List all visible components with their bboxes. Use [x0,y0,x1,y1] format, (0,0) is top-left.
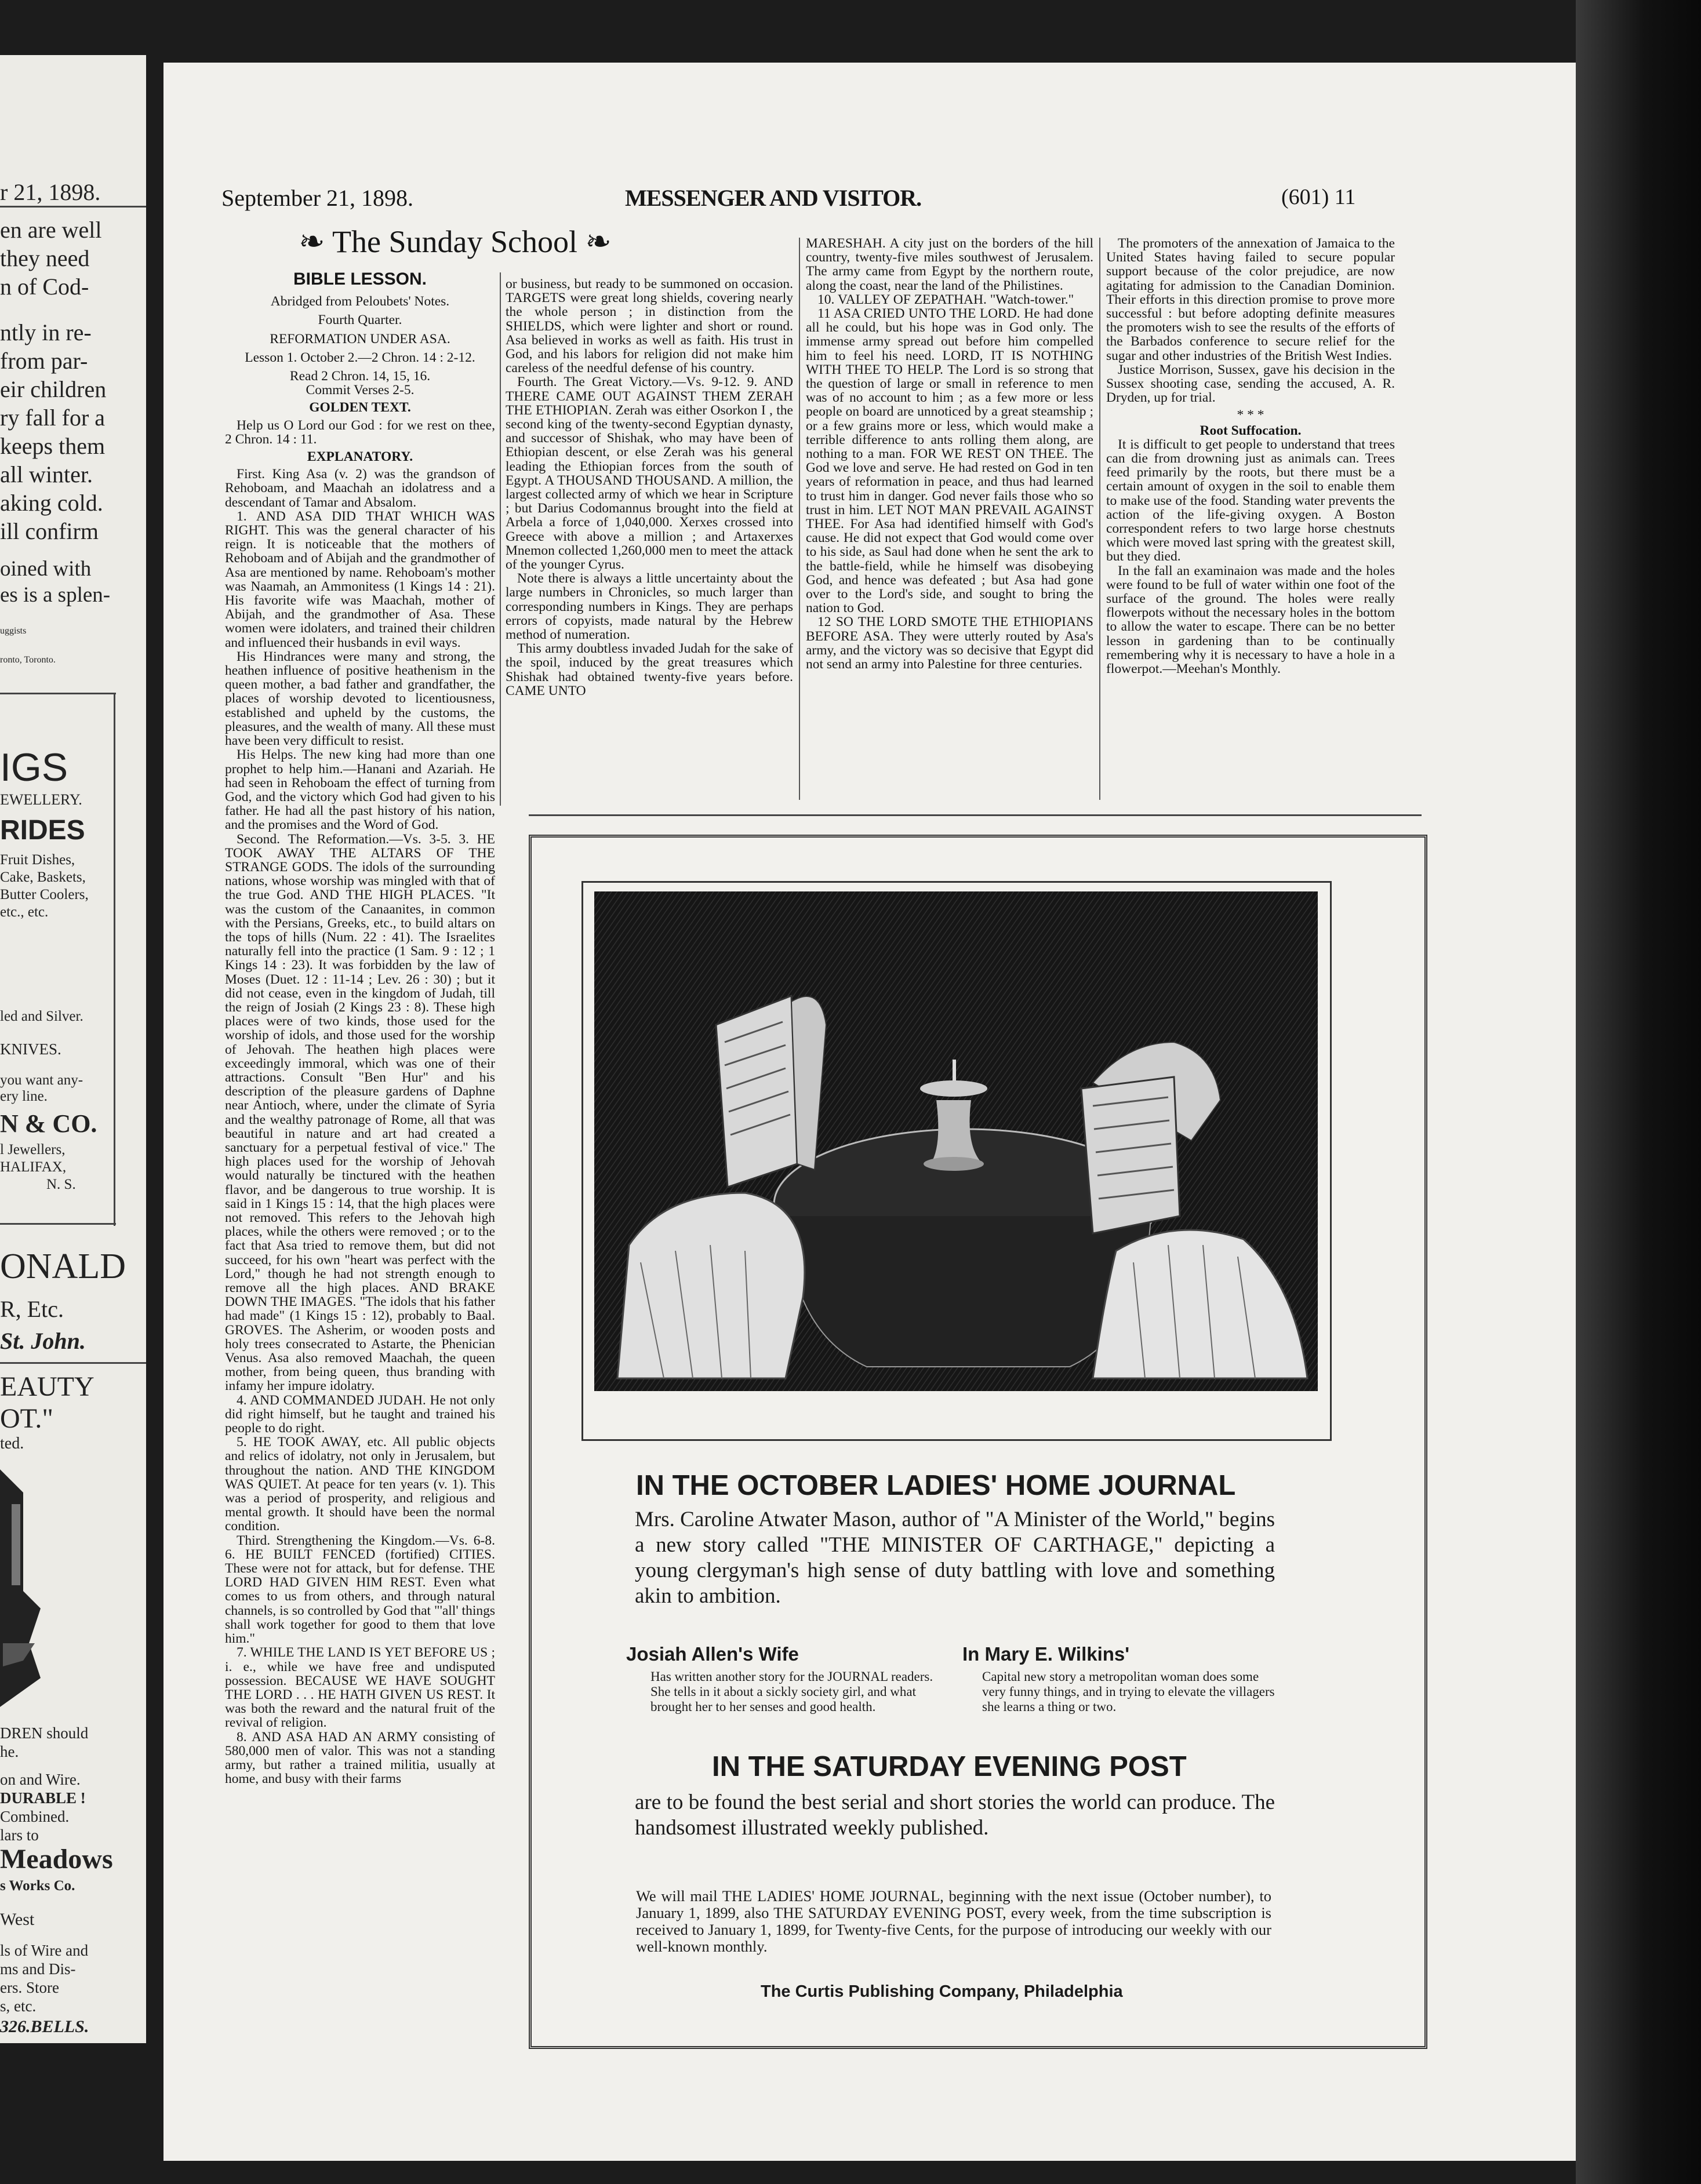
body-paragraph: First. King Asa (v. 2) was the grandson of Rehoboam, and Maachah an idolatress and a descendant of Tamar and Absalom. [225,467,495,510]
column-rule [500,272,501,806]
body-paragraph: Third. Strengthening the Kingdom.—Vs. 6-8. 6. HE BUILT FENCED (fortified) CITIES. These were not for attack, but for defense. THE LORD HAD GIVEN HIM REST. Even what comes to us from others, and through natural channels, is so controlled by God that "'all' things shall work together for good to them that love him." [225,1533,495,1647]
ad-subhead-mary-wilkins: In Mary E. Wilkins' [962,1643,1130,1665]
header-page-number: (601) 11 [1281,185,1356,209]
left-ad-line: on and Wire. [0,1771,81,1788]
left-ad-line: DURABLE ! [0,1789,86,1807]
body-paragraph: 8. AND ASA HAD AN ARMY consisting of 580,000 men of valor. This was not a standing army, but rather a trained militia, usually at home, and busy with their farms [225,1729,495,1787]
column-4 [1106,236,1395,676]
left-ad-line: lars to [0,1826,39,1844]
left-ad-line: ONALD [0,1247,126,1286]
ornament-right-icon: ❧ [585,224,612,259]
left-ad-rule [0,693,116,694]
body-paragraph: 5. HE TOOK AWAY, etc. All public objects and relics of idolatry, not only in Jerusalem, but throughout the nation. AND THE KINGDOM WAS QUIET. At peace for ten years (v. 1). This was a period of prosperity, and religious and mental growth. It should have been the normal condition. [225,1435,495,1534]
left-ad-line: KNIVES. [0,1040,61,1058]
column-2 [506,277,793,698]
body-paragraph: 7. WHILE THE LAND IS YET BEFORE US ; i. e., while we have free and undisputed possession. BECAUSE WE HAVE SOUGHT THE LORD . . . HE HATH GIVEN US REST. It was both the reward and the natural fruit of the revival of religion. [225,1645,495,1731]
left-ad-line: you want any- [0,1072,83,1088]
body-paragraph: Note there is always a little uncertainty about the large numbers in Chronicles, so much larger than corresponding numbers in Kings. They are perhaps errors of copyists, made natural by the Hebrew method of numeration. [506,571,793,643]
left-ad-line: ls of Wire and [0,1942,89,1959]
body-paragraph: His Hindrances were many and strong, the heathen influence of positive heathenism in the queen mother, a bad father and grandfather, the places of worship devoted to licentiousness, established and upheld by the customs, the pleasures, and the wealth of many. All these must have been very difficult to resist. [225,649,495,749]
left-line: they need [0,245,90,271]
left-line: ill confirm [0,518,99,544]
left-header-rule [0,206,146,208]
lesson-read: Read 2 Chron. 14, 15, 16. [289,369,431,384]
body-paragraph: 1. AND ASA DID THAT WHICH WAS RIGHT. This was the general character of his reign. It is noticeable that the mothers of Rehoboam and of Abijah and the grandmother of Asa are mentioned by name. Rehoboam's mother was Naamah, an Ammonitess (1 Kings 14 : 21). His favorite wife was Maachah, mother of Abijah, and the grandmother of Asa. These women were idolaters, and trained their children and influenced their husbands in evil ways. [225,508,495,650]
left-ad-line: ted. [0,1435,24,1453]
body-paragraph: His Helps. The new king had more than one prophet to help him.—Hanani and Azariah. He had seen in Rehoboam the effect of turning from God, and the victory which God had given to his father. He had all the past history of his nation, and the promises and the Word of God. [225,747,495,833]
lesson-commit: Commit Verses 2-5. [306,383,415,398]
left-ad-line: ms and Dis- [0,1960,76,1978]
ad-headline-saturday-evening-post: IN THE SATURDAY EVENING POST [712,1751,1187,1782]
lesson-quarter: Fourth Quarter. [318,312,402,328]
left-line: ry fall for a [0,405,106,431]
left-ad-line: N. S. [46,1177,76,1192]
body-paragraph: This army doubtless invaded Judah for the sake of the spoil, induced by the great treasures which Shishak had obtained twenty-five years before. CAME UNTO [506,641,793,698]
left-ad-border [114,693,115,1226]
left-line: uggists [0,626,27,636]
ornament-left-icon: ❧ [299,224,325,259]
left-ad-line: N & CO. [0,1109,97,1138]
left-ad-line: led and Silver. [0,1009,83,1024]
left-line: es is a splen- [0,583,111,607]
left-ad-line: Fruit Dishes, [0,852,75,868]
column-rule [799,238,800,800]
ad-headline-ladies-home-journal: IN THE OCTOBER LADIES' HOME JOURNAL [636,1470,1236,1501]
left-line: n of Cod- [0,274,89,300]
left-line: from par- [0,348,88,374]
header-masthead: MESSENGER AND VISITOR. [625,185,922,211]
section-title [226,223,684,260]
body-paragraph: Fourth. The Great Victory.—Vs. 9-12. 9. AND THERE CAME OUT AGAINST THEM ZERAH THE ETHIOPIAN. Zerah was either Osorkon I , the second king of the twenty-second Egyptian dynasty, and successor of Shishak, who may have been of Ethiopian descent, or else Zerah was his general leading the Ethiopian forces from the south of Egypt. A THOUSAND THOUSAND. A million, the largest collected army of which we hear in Scripture ; but Darius Codomannus brought into the field at Arbela a force of 1,040,000. Xerxes crossed into Greece with above a million ; and Artaxerxes Mnemon collected 1,260,000 men to meet the attack of the younger Cyrus. [506,374,793,573]
left-line: eir children [0,376,107,402]
section-divider-stars: * * * [1237,407,1264,423]
body-paragraph: In the fall an examinaion was made and the holes were found to be full of water within one foot of the surface of the ground. The holes were really flowerpots without the necessary holes in the bottom to allow the water to escape. There can be no better lesson in gardening than to be continually remembering why it is necessary to have a hole in a flowerpot.—Meehan's Monthly. [1106,563,1395,677]
body-paragraph: Justice Morrison, Sussex, gave his decision in the Sussex shooting case, sending the accused, A. R. Dryden, up for trial. [1106,362,1395,406]
explanatory-heading: EXPLANATORY. [307,449,413,465]
illustration-reading-by-lamp [594,891,1318,1391]
body-paragraph: 10. VALLEY OF ZEPATHAH. "Watch-tower." [817,292,1074,307]
column-3 [806,236,1093,671]
left-ad-line: Combined. [0,1808,70,1825]
left-ad-line: IGS [0,745,68,789]
left-ad-line: OT." [0,1403,54,1434]
body-paragraph: 12 SO THE LORD SMOTE THE ETHIOPIANS BEFORE ASA. They were utterly routed by Asa's army, and the victory was so decisive that Egypt did not send an army into Palestine for three centuries. [806,614,1093,672]
left-page-fragment [0,55,146,2043]
left-ad-line: ery line. [0,1089,48,1104]
advert-top-rule [529,814,1422,816]
left-ad-rule [0,1223,116,1225]
left-line: keeps them [0,433,106,459]
left-line: all winter. [0,461,93,487]
column-rule [1099,238,1100,800]
golden-text-heading: GOLDEN TEXT. [309,400,411,416]
left-ad-line: St. John. [0,1328,86,1354]
header-date: September 21, 1898. [221,185,414,211]
lesson-reference: Lesson 1. October 2.—2 Chron. 14 : 2-12. [245,350,475,365]
body-paragraph: or business, but ready to be summoned on occasion. TARGETS were great long shields, covering nearly the whole person ; in distinction from the SHIELDS, which were lighter and short or round. Asa believed in works as well as faith. His trust in God, and his labors for religion did not make him careless of the needful defense of his country. [506,276,793,376]
body-paragraph: The promoters of the annexation of Jamaica to the United States having failed to secure popular support because of the color prejudice, are now agitating for admission to the Canadian Dominion. Their efforts in this direction promise to prove more successful : but before adopting definite measures the promoters wish to see the results of the efforts of the Barbados conference to secure relief for the sugar and other industries of the British West Indies. [1106,236,1395,363]
column-1 [225,272,495,1786]
left-ad-line: s, etc. [0,1997,37,2015]
left-ad-line: West [0,1910,35,1929]
left-ad-line: s Works Co. [0,1878,75,1894]
left-ad-rule [0,1362,146,1364]
left-line: en are well [0,217,102,243]
ad-paragraph-post: are to be found the best serial and short stories the world can produce. The handsomest illustrated weekly published. [635,1790,1275,1840]
left-ad-figure [0,1469,52,1713]
body-paragraph: 11 ASA CRIED UNTO THE LORD. He had done all he could, but his hope was in God only. The immense army spread out before him compelled him to feel his need. LORD, IT IS NOTHING WITH THEE TO HELP. The Lord is so strong that the question of large or small in reference to men was of no account to him ; as a few more or less people on board are unnoticed by a great steamship ; or a few grains more or less, which would make a terrible difference to ants rolling them along, are nothing to a man. FOR WE REST ON THEE. The God we love and serve. He had rested on God in ten years of reformation in peace, and thus had learned to trust him in danger. God never fails those who so trust in him. LET NOT MAN PREVAIL AGAINST THEE. For Asa had identified himself with God's cause. He did not expect that God would come over to his side, as Saul had done when he sent the ark to the battle-field, while he himself was disobeying God, and hence was defeated ; but Asa had gone over to the Lord's side, and sought to bring the nation to God. [806,306,1093,616]
ad-subhead-josiah-allen: Josiah Allen's Wife [626,1643,799,1665]
left-ad-line: HALIFAX, [0,1159,67,1175]
lesson-heading: REFORMATION UNDER ASA. [270,331,450,347]
left-line: aking cold. [0,490,103,516]
left-ad-line: l Jewellers, [0,1142,66,1157]
ad-signature-curtis: The Curtis Publishing Company, Philadelphia [761,1982,1123,2001]
left-line: ronto, Toronto. [0,655,56,665]
body-paragraph: 4. AND COMMANDED JUDAH. He not only did right himself, but he taught and trained his people to do right. [225,1392,495,1436]
ad-paragraph-mason: Mrs. Caroline Atwater Mason, author of "A Minister of the World," begins a new story called "THE MINISTER OF CARTHAGE," depicting a young clergyman's high sense of duty battling with love and something akin to ambition. [635,1508,1275,1608]
ad-text-mary-wilkins: Capital new story a metropolitan woman does some very funny things, and in trying to elevate the villagers she learns a thing or two. [982,1669,1275,1714]
left-line: oined with [0,557,92,581]
illustration-drawing [594,891,1318,1391]
left-ad-line: 326.BELLS. [0,2017,89,2036]
left-ad-line: R, Etc. [0,1296,64,1322]
section-title-text: The Sunday School [332,224,577,259]
left-line: ntly in re- [0,319,92,345]
left-ad-line: he. [0,1743,19,1760]
lesson-subtitle: Abridged from Peloubets' Notes. [270,294,450,310]
left-date: r 21, 1898. [0,179,101,205]
body-paragraph: It is difficult to get people to understand that trees can die from drowning just as animals can. Trees feed primarily by the roots, but there must be a certain amount of oxygen in the soil to enable them to make use of the food. Standing water prevents the action of the life-giving oxygen. A Boston correspondent refers to two large horse chestnuts which were moved last spring with the greatest skill, but they died. [1106,436,1395,565]
left-ad-line: Butter Coolers, [0,887,89,902]
golden-text: Help us O Lord our God : for we rest on thee, 2 Chron. 14 : 11. [225,417,495,447]
left-ad-line: EWELLERY. [0,791,82,808]
ad-paragraph-offer: We will mail THE LADIES' HOME JOURNAL, beginning with the next issue (October number), to January 1, 1899, also THE SATURDAY EVENING POST, every week, from the time subscription is received to January 1, 1899, for Twenty-five Cents, for the purpose of introducing our weekly with our well-known monthly. [636,1887,1271,1955]
body-paragraph: MARESHAH. A city just on the borders of the hill country, twenty-five miles southwest of Jerusalem. The army came from Egypt by the northern route, along the coast, near the land of the Philistines. [806,236,1093,293]
left-ad-line: ers. Store [0,1979,59,1996]
left-ad-line: DREN should [0,1724,89,1742]
root-suffocation-heading: Root Suffocation. [1200,423,1302,438]
left-ad-line: etc., etc. [0,904,49,920]
book-spine [1576,0,1701,2184]
left-ad-line: EAUTY [0,1371,94,1402]
body-paragraph: Second. The Reformation.—Vs. 3-5. 3. HE TOOK AWAY THE ALTARS OF THE STRANGE GODS. The idols of the surrounding nations, whose worship was mingled with that of the true God. AND THE HIGH PLACES. "It was the custom of the Canaanites, in common with the Persians, Greeks, etc., to build altars on the tops of hills (Num. 22 : 41). The Israelites naturally fell into the practice (1 Sam. 9 : 12 ; 1 Kings 14 : 23). It was forbidden by the law of Moses (Duet. 12 : 11-14 ; Lev. 26 : 30) ; but it did not cease, even in the kingdom of Judah, till the reign of Josiah (2 Kings 23 : 8). These high places were of two kinds, those used for the worship of idols, and those used for the worship of Jehovah. The heathen high places were exceedingly immoral, which was one of their attractions. Consult "Ben Hur" and his description of the pleasure gardens of Daphne near Antioch, where, under the climate of Syria and the wealthy patronage of Rome, all that was beautiful in nature and art had created a sanctuary for a perpetual festival of vice." The high places used for the worship of Jehovah would naturally be tinctured with the heathen flavor, and be dangerous to true worship. It is said in 1 Kings 15 : 14, that the high places were not removed. This refers to the Jehovah high places, while the others were removed ; or to the fact that Asa tried to remove them, but did not succeed, for his own "heart was perfect with the Lord," though he had not strength enough to remove all the high places. AND BRAKE DOWN THE IMAGES. "The idols that his father had made" (1 Kings 15 : 12), probably to Baal. GROVES. The Asherim, or wooden posts and holy trees consecrated to Astarte, the Phenician Venus. Asa also removed Maachah, the queen mother, from being queen, thus branding with infamy her impure idolatry. [225,831,495,1394]
left-ad-line: RIDES [0,815,85,846]
lesson-title: BIBLE LESSON. [293,270,427,289]
left-ad-line: Cake, Baskets, [0,869,86,885]
ad-text-josiah-allen: Has written another story for the JOURNAL readers. She tells in it about a sickly society girl, and what brought her to her senses and good health. [650,1669,933,1714]
left-ad-line: Meadows [0,1844,113,1874]
